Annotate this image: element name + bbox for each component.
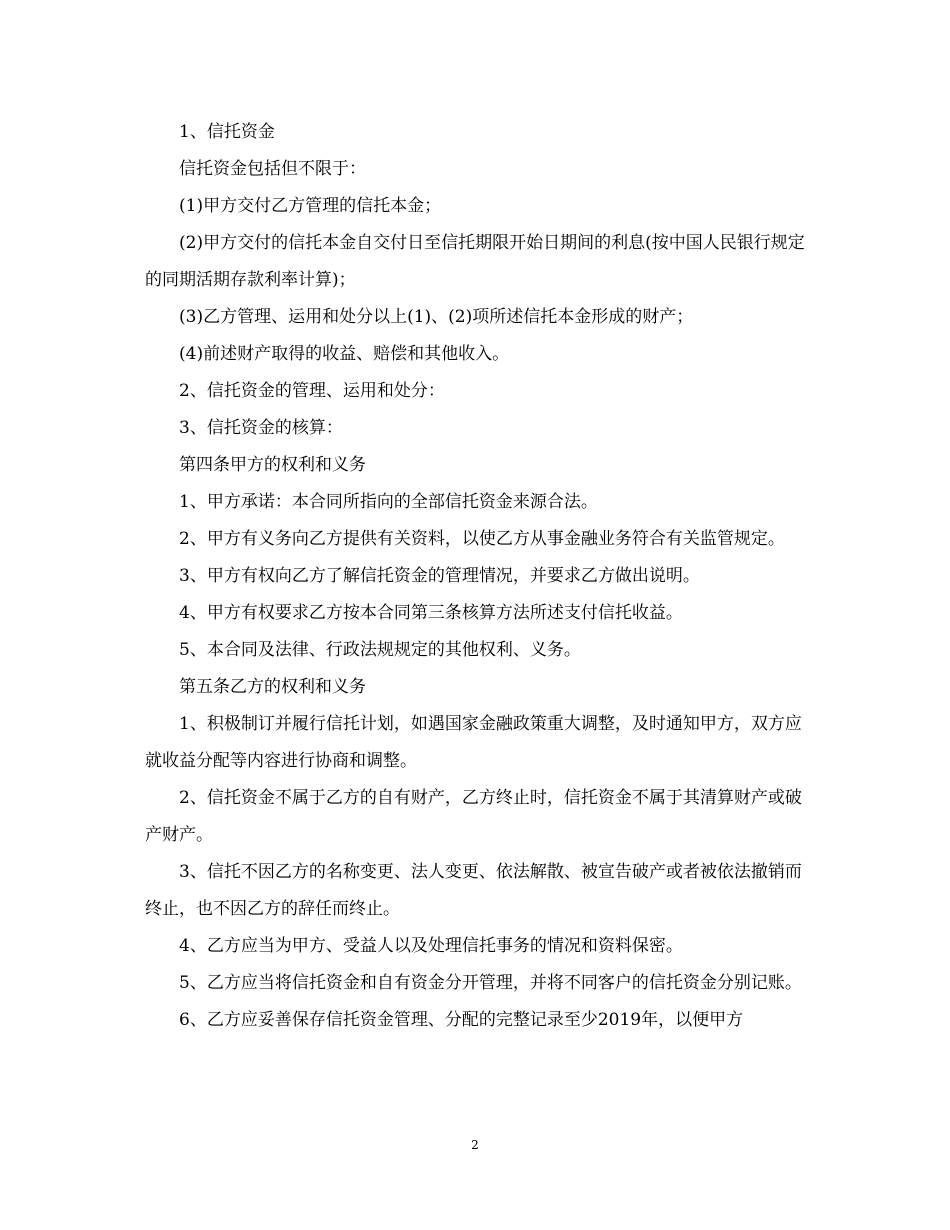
page-number: 2 (471, 1138, 479, 1152)
article-4-clause-2: 2、甲方有义务向乙方提供有关资料，以使乙方从事金融业务符合有关监管规定。 (179, 529, 785, 549)
article-5-clause-1: 1、积极制订并履行信托计划，如遇国家金融政策重大调整，及时通知甲方，双方应就收益分配等内容进行协商和调整。 (145, 714, 802, 771)
article-5-clause-4: 4、乙方应当为甲方、受益人以及处理信托事务的情况和资料保密。 (179, 936, 683, 956)
article-5-heading: 第五条乙方的权利和义务 (179, 677, 366, 697)
article-4-clause-5: 5、本合同及法律、行政法规规定的其他权利、义务。 (179, 640, 581, 660)
paragraph-trust-funds-heading: 1、信托资金 (179, 122, 275, 142)
paragraph-accounting-heading: 3、信托资金的核算： (179, 418, 343, 438)
article-4-clause-3: 3、甲方有权向乙方了解信托资金的管理情况，并要求乙方做出说明。 (179, 566, 700, 586)
paragraph-item-2: (2)甲方交付的信托本金自交付日至信托期限开始日期间的利息(按中国人民银行规定的同期活期存款利率计算)； (145, 233, 805, 290)
article-5-clause-2: 2、信托资金不属于乙方的自有财产，乙方终止时，信托资金不属于其清算财产或破产财产。 (145, 788, 802, 845)
paragraph-item-4: (4)前述财产取得的收益、赔偿和其他收入。 (179, 344, 510, 364)
document-body (145, 114, 807, 1039)
article-4-heading: 第四条甲方的权利和义务 (179, 455, 366, 475)
paragraph-management-heading: 2、信托资金的管理、运用和处分： (179, 381, 445, 401)
article-5-clause-5: 5、乙方应当将信托资金和自有资金分开管理，并将不同客户的信托资金分别记账。 (179, 973, 802, 993)
paragraph-item-1: (1)甲方交付乙方管理的信托本金； (179, 196, 442, 216)
article-5-clause-3: 3、信托不因乙方的名称变更、法人变更、依法解散、被宣告破产或者被依法撤销而终止，也不因乙方的辞任而终止。 (145, 862, 802, 919)
article-4-clause-1: 1、甲方承诺：本合同所指向的全部信托资金来源合法。 (179, 492, 598, 512)
article-5-clause-6: 6、乙方应妥善保存信托资金管理、分配的完整记录至少2019年，以便甲方 (179, 1010, 744, 1030)
paragraph-item-3: (3)乙方管理、运用和处分以上(1)、(2)项所述信托本金形成的财产； (179, 307, 694, 327)
paragraph-trust-funds-intro: 信托资金包括但不限于： (179, 159, 366, 179)
article-4-clause-4: 4、甲方有权要求乙方按本合同第三条核算方法所述支付信托收益。 (179, 603, 683, 623)
